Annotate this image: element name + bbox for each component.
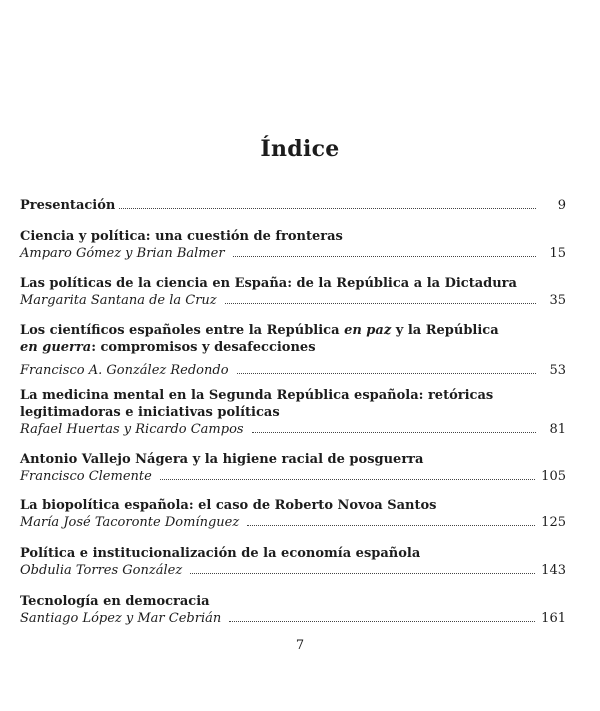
- dot-leader: [190, 573, 535, 574]
- toc-line: [20, 562, 566, 579]
- toc-entry[interactable]: [20, 387, 566, 438]
- toc-entry[interactable]: [20, 322, 566, 379]
- dot-leader: [225, 303, 536, 304]
- toc-entry[interactable]: [20, 451, 566, 485]
- entry-title-line-1: La medicina mental en la Segunda República española: retóricas: [20, 388, 494, 403]
- dot-leader: [119, 208, 536, 209]
- toc-line: [20, 514, 566, 531]
- entry-title-line-1: Los científicos españoles entre la República en paz y la República: [20, 323, 499, 338]
- entry-author: Obdulia Torres González: [20, 563, 183, 578]
- entry-page: 161: [541, 611, 566, 626]
- dot-leader: [247, 525, 535, 526]
- toc-line: [20, 421, 566, 438]
- toc-line: [20, 292, 566, 309]
- page-number: 7: [295, 638, 305, 653]
- entry-title-line-2: en guerra: compromisos y desafecciones: [20, 340, 316, 355]
- toc-entry[interactable]: [20, 275, 566, 309]
- entry-author: Rafael Huertas y Ricardo Campos: [20, 422, 244, 437]
- toc-entry[interactable]: [20, 497, 566, 531]
- entry-title: Presentación: [20, 198, 116, 213]
- entry-author: Santiago López y Mar Cebrián: [20, 611, 222, 626]
- entry-page: 81: [549, 422, 566, 437]
- entry-page: 9: [557, 198, 566, 213]
- entry-title: Antonio Vallejo Nágera y la higiene racial de posguerra: [20, 452, 424, 467]
- dot-leader: [237, 373, 536, 374]
- toc-line: [20, 245, 566, 262]
- toc-line: [20, 610, 566, 627]
- toc-line: [20, 197, 566, 214]
- toc-entry-presentacion[interactable]: [20, 197, 566, 214]
- entry-page: 15: [549, 246, 566, 261]
- toc-line: [20, 362, 566, 379]
- entry-title: Política e institucionalización de la economía española: [20, 546, 421, 561]
- dot-leader: [252, 432, 536, 433]
- entry-title-line-2: legitimadoras e iniciativas políticas: [20, 405, 280, 420]
- toc-entry[interactable]: [20, 593, 566, 627]
- entry-author: Amparo Gómez y Brian Balmer: [20, 246, 225, 261]
- toc-entry[interactable]: [20, 545, 566, 579]
- entry-author: Margarita Santana de la Cruz: [20, 293, 217, 308]
- page-title: Índice: [260, 136, 340, 162]
- dot-leader: [229, 621, 535, 622]
- dot-leader: [233, 256, 536, 257]
- entry-title: Tecnología en democracia: [20, 594, 210, 609]
- entry-title: La biopolítica española: el caso de Roberto Novoa Santos: [20, 498, 437, 513]
- entry-page: 143: [541, 563, 566, 578]
- entry-title: Las políticas de la ciencia en España: de la República a la Dictadura: [20, 276, 517, 291]
- entry-page: 105: [541, 469, 566, 484]
- entry-title: Ciencia y política: una cuestión de fronteras: [20, 229, 343, 244]
- entry-author: Francisco Clemente: [20, 469, 152, 484]
- dot-leader: [160, 479, 535, 480]
- toc-entry[interactable]: [20, 228, 566, 262]
- toc-line: [20, 468, 566, 485]
- entry-author: María José Tacoronte Domínguez: [20, 515, 240, 530]
- entry-page: 35: [549, 293, 566, 308]
- entry-page: 125: [541, 515, 566, 530]
- entry-page: 53: [549, 363, 566, 378]
- entry-author: Francisco A. González Redondo: [20, 363, 229, 378]
